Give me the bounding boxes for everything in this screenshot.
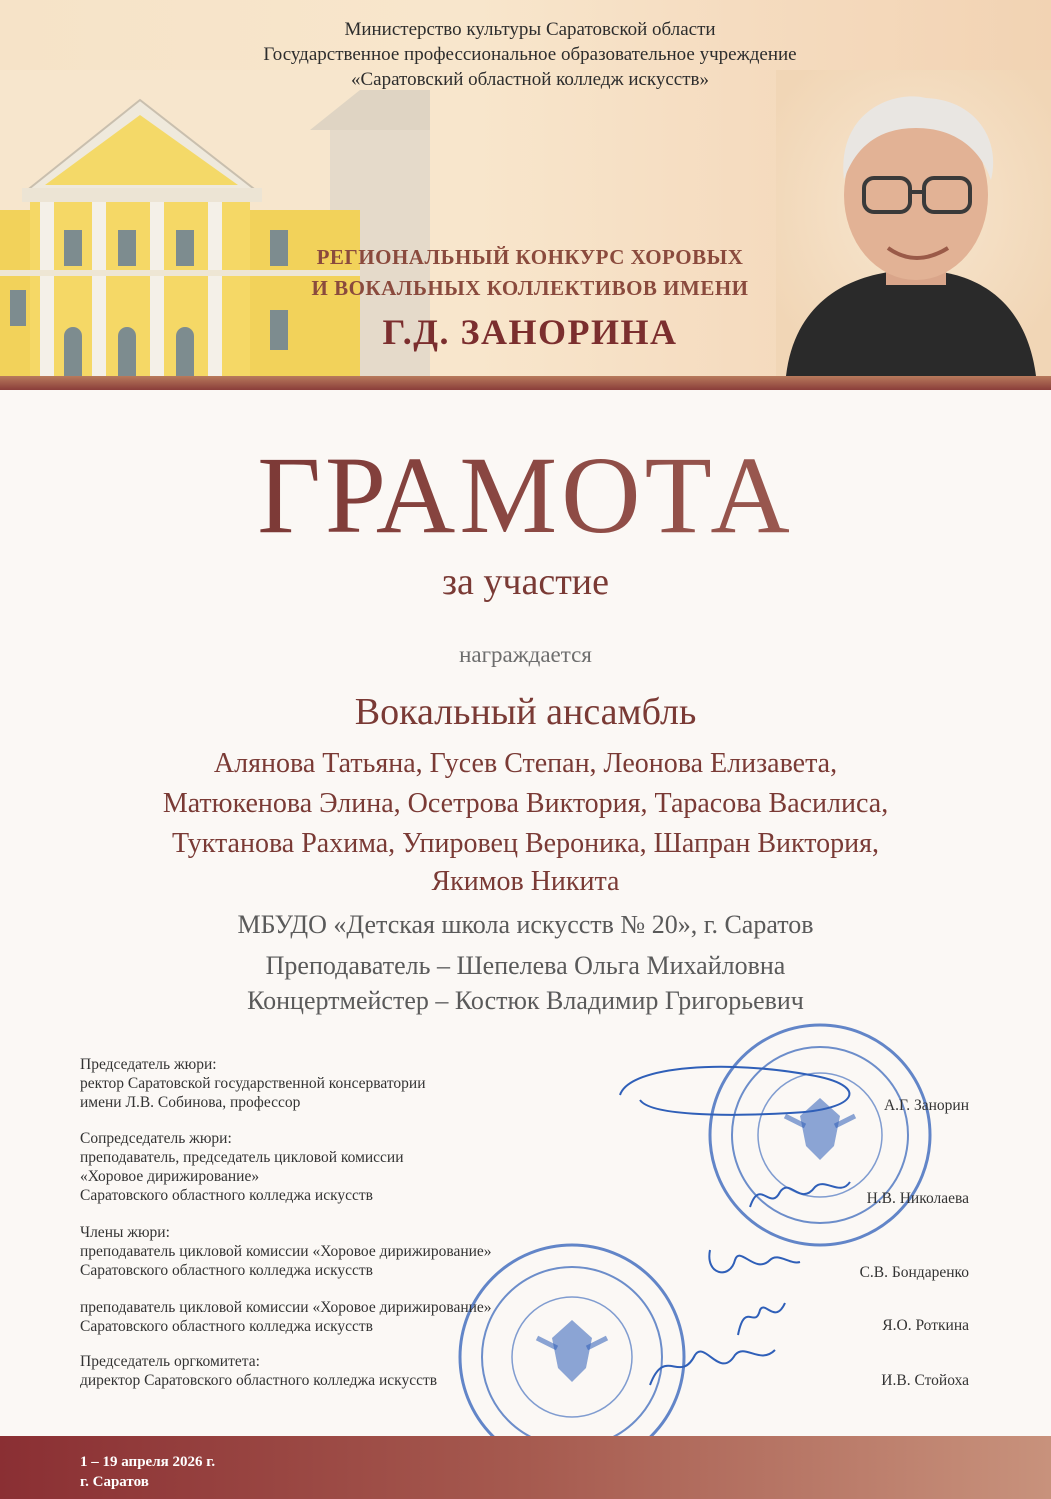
members-line: Матюкенова Элина, Осетрова Виктория, Тарасова Василиса, bbox=[162, 788, 889, 819]
org-line-3: «Саратовский областной колледж искусств» bbox=[350, 69, 710, 90]
jury-position: Саратовского областного колледжа искусств bbox=[80, 1318, 373, 1335]
jury-name: И.В. Стойоха bbox=[881, 1372, 969, 1389]
jury-block bbox=[80, 1298, 492, 1336]
teacher-line: Преподаватель – Шепелева Ольга Михайловна bbox=[265, 951, 786, 980]
jury-position: директор Саратовского областного колледжа искусств bbox=[80, 1372, 438, 1389]
handwritten-signature bbox=[745, 1172, 855, 1217]
header-band bbox=[0, 0, 1051, 378]
handwritten-signature bbox=[610, 1055, 890, 1125]
school-name: МБУДО «Детская школа искусств № 20», г. Саратов bbox=[237, 910, 814, 939]
members-line: Якимов Никита bbox=[431, 866, 620, 897]
members-line: Туктанова Рахима, Упировец Вероника, Шапран Виктория, bbox=[172, 828, 879, 859]
jury-block bbox=[80, 1223, 492, 1280]
jury-name: Н.В. Николаева bbox=[866, 1190, 969, 1207]
jury-position: преподаватель, председатель цикловой комиссии bbox=[80, 1149, 404, 1166]
jury-name: А.Г. Занорин bbox=[883, 1097, 969, 1114]
contest-line-1: РЕГИОНАЛЬНЫЙ КОНКУРС ХОРОВЫХ bbox=[316, 245, 744, 269]
jury-block bbox=[80, 1129, 404, 1205]
footer-date: 1 – 19 апреля 2026 г. bbox=[80, 1454, 216, 1470]
jury-role: Председатель оргкомитета: bbox=[80, 1353, 260, 1370]
jury-position: Саратовского областного колледжа искусств bbox=[80, 1187, 373, 1204]
certificate-title: ГРАМОТА bbox=[0, 430, 1051, 560]
awarded-label: награждается bbox=[459, 642, 592, 667]
jury-role: Члены жюри: bbox=[80, 1224, 170, 1241]
jury-position: имени Л.В. Собинова, профессор bbox=[80, 1094, 301, 1111]
handwritten-signature bbox=[730, 1295, 790, 1340]
accompanist-line: Концертмейстер – Костюк Владимир Григорьевич bbox=[247, 986, 804, 1015]
jury-name: С.В. Бондаренко bbox=[859, 1264, 969, 1281]
jury-role: Сопредседатель жюри: bbox=[80, 1130, 232, 1147]
jury-position: преподаватель цикловой комиссии «Хоровое дирижирование» bbox=[80, 1299, 492, 1316]
ensemble-name: Вокальный ансамбль bbox=[354, 691, 697, 733]
handwritten-signature bbox=[700, 1240, 810, 1285]
certificate-subtitle: за участие bbox=[441, 561, 610, 603]
members-line: Алянова Татьяна, Гусев Степан, Леонова Елизавета, bbox=[213, 748, 838, 779]
jury-block bbox=[80, 1055, 426, 1112]
jury-position: Саратовского областного колледжа искусств bbox=[80, 1262, 373, 1279]
handwritten-signature bbox=[640, 1335, 780, 1395]
footer-city: г. Саратов bbox=[80, 1474, 149, 1490]
jury-position: преподаватель цикловой комиссии «Хоровое дирижирование» bbox=[80, 1243, 492, 1260]
contest-line-2: И ВОКАЛЬНЫХ КОЛЛЕКТИВОВ ИМЕНИ bbox=[311, 276, 749, 300]
jury-block bbox=[80, 1352, 437, 1390]
contest-name: Г.Д. ЗАНОРИНА bbox=[382, 312, 678, 352]
jury-position: «Хоровое дирижирование» bbox=[80, 1168, 260, 1185]
org-line-1: Министерство культуры Саратовской области bbox=[344, 19, 716, 40]
header-divider bbox=[0, 376, 1051, 390]
jury-position: ректор Саратовской государственной консерватории bbox=[80, 1075, 426, 1092]
org-line-2: Государственное профессиональное образовательное учреждение bbox=[263, 44, 797, 65]
portrait-photo bbox=[776, 70, 1051, 376]
jury-name: Я.О. Роткина bbox=[882, 1317, 969, 1334]
jury-role: Председатель жюри: bbox=[80, 1056, 217, 1073]
